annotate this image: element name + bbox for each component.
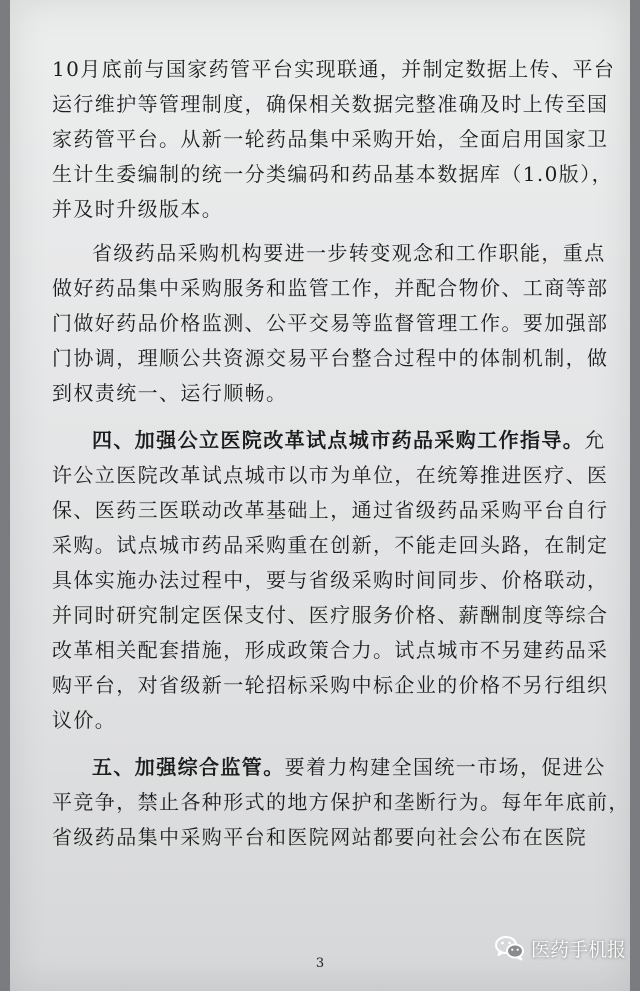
paragraph-1 bbox=[52, 52, 616, 227]
text-line: 并及时升级版本。 bbox=[52, 197, 224, 221]
section-4-text: 允 bbox=[584, 428, 606, 452]
watermark bbox=[495, 930, 626, 966]
text-line: 10月底前与国家药管平台实现联通，并制定数据上传、平台 bbox=[52, 57, 616, 81]
text-line: 保、医药三医联动改革基础上，通过省级药品采购平台自行 bbox=[52, 498, 609, 522]
text-line: 改革相关配套措施，形成政策合力。试点城市不另建药品采 bbox=[52, 638, 609, 662]
text-line: 门做好药品价格监测、公平交易等监督管理工作。要加强部 bbox=[52, 311, 609, 335]
text-line: 购平台，对省级新一轮招标采购中标企业的价格不另行组织 bbox=[52, 673, 609, 697]
watermark-label: 医药手机报 bbox=[530, 938, 626, 961]
paragraph-2 bbox=[52, 236, 609, 411]
text-line: 运行维护等管理制度，确保相关数据完整准确及时上传至国 bbox=[52, 92, 609, 116]
text-line: 家药管平台。从新一轮药品集中采购开始，全面启用国家卫 bbox=[52, 127, 609, 151]
wechat-icon bbox=[495, 935, 525, 961]
text-line: 平竞争，禁止各种形式的地方保护和垄断行为。每年年底前， bbox=[52, 790, 630, 814]
text-line: 议价。 bbox=[52, 708, 117, 732]
text-line: 到权责统一、运行顺畅。 bbox=[52, 381, 288, 405]
paragraph-section-5 bbox=[52, 750, 630, 855]
text-line: 采购。试点城市药品采购重在创新，不能走回头路，在制定 bbox=[52, 533, 609, 557]
text-line bbox=[52, 423, 606, 458]
text-line: 省级药品集中采购平台和医院网站都要向社会公布在医院 bbox=[52, 825, 587, 849]
section-5-heading: 五、加强综合监管。 bbox=[92, 755, 285, 779]
text-line: 具体实施办法过程中，要与省级采购时间同步、价格联动， bbox=[52, 568, 609, 592]
section-4-heading: 四、加强公立医院改革试点城市药品采购工作指导。 bbox=[92, 428, 585, 452]
page-number: 3 bbox=[315, 956, 325, 971]
text-line: 省级药品采购机构要进一步转变观念和工作职能，重点 bbox=[92, 241, 606, 265]
document-body bbox=[52, 52, 630, 855]
section-5-text: 要着力构建全国统一市场，促进公 bbox=[284, 755, 606, 779]
text-line: 许公立医院改革试点城市以市为单位，在统筹推进医疗、医 bbox=[52, 463, 609, 487]
text-line: 门协调，理顺公共资源交易平台整合过程中的体制机制，做 bbox=[52, 346, 609, 370]
text-line: 做好药品集中采购服务和监管工作，并配合物价、工商等部 bbox=[52, 276, 609, 300]
text-line: 生计生委编制的统一分类编码和药品基本数据库（1.0版）， bbox=[52, 162, 614, 186]
paragraph-section-4 bbox=[52, 423, 609, 738]
text-line: 并同时研究制定医保支付、医疗服务价格、薪酬制度等综合 bbox=[52, 603, 609, 627]
text-line bbox=[52, 750, 606, 785]
